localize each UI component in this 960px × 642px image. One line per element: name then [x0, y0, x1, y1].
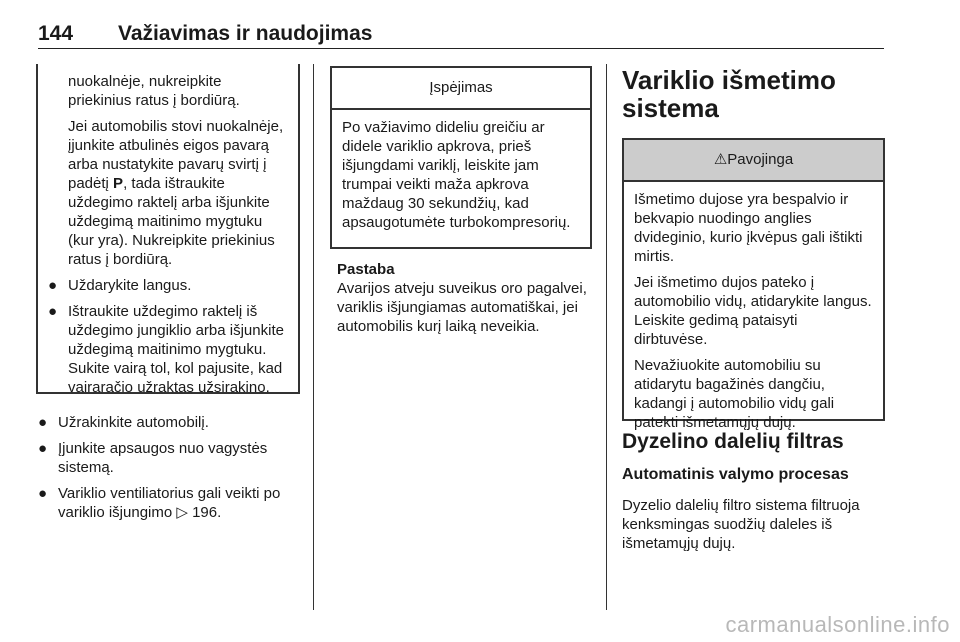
- danger-paragraph: Nevažiuokite automobiliu su atidarytu bagažinės dangčiu, kadangi į automobilio vidų gali patekti išmetamųjų dujų.: [634, 357, 835, 431]
- list-item: [38, 413, 300, 432]
- list-item-text: Ištraukite uždegimo raktelį iš uždegimo jungiklio arba išjunkite uždegimą maitinimo mygtuku. Sukite vairą tol, kol pajusite, kad vairaračio užraktas užsirakino.: [68, 303, 284, 396]
- column-divider-2: [606, 64, 607, 610]
- bullet-icon: ●: [38, 485, 48, 502]
- list-item-text: Įjunkite apsaugos nuo vagystės sistemą.: [58, 440, 268, 476]
- subsection-title: Automatinis valymo procesas: [622, 466, 849, 483]
- box-paragraph-2-part-a: Jei automobilis stovi nuokalnėje, įjunkite atbulinės eigos pavarą arba nustatykite pavarų svirtį į padėtį: [68, 118, 284, 192]
- parking-instructions-box: [36, 64, 300, 394]
- list-item: [38, 439, 300, 477]
- page-number: 144: [38, 22, 74, 45]
- note-title: Pastaba: [337, 261, 395, 278]
- warning-text: Po važiavimo dideliu greičiu ar didele variklio apkrova, prieš išjungdami variklį, leiskite jam trumpai veikti maža apkrova maždaug 30 sekundžių, kad apsaugotumėte turbokompresorių.: [342, 119, 571, 231]
- danger-paragraph: Jei išmetimo dujos pateko į automobilio vidų, atidarykite langus. Leiskite gedimą pataisyti dirbtuvėse.: [634, 274, 872, 348]
- warning-title: Įspėjimas: [332, 68, 590, 110]
- box-paragraph-1: nuokalnėje, nukreipkite priekinius ratus į bordiūrą.: [68, 73, 240, 109]
- page-reference-icon: ▷: [176, 504, 188, 521]
- section-title: Variklio išmetimo sistema: [622, 65, 836, 123]
- list-item: [38, 484, 300, 522]
- warning-triangle-icon: ⚠: [713, 151, 728, 168]
- bullet-icon: ●: [48, 277, 58, 294]
- box-paragraph-2-part-b: , tada ištraukite uždegimo raktelį arba išjunkite uždegimą maitinimo mygtuku (kur yra). Nukreipkite priekinius ratus į bordiūrą.: [68, 175, 275, 268]
- danger-body: [624, 182, 883, 447]
- bullet-icon: ●: [48, 303, 58, 320]
- page-reference-number: 196.: [187, 504, 222, 521]
- danger-paragraph: Išmetimo dujose yra bespalvio ir bekvapio nuodingo anglies dvideginio, kurio įkvėpus gali ištikti mirtis.: [634, 191, 863, 265]
- danger-title: Pavojinga: [727, 151, 794, 168]
- danger-header: [624, 140, 883, 182]
- list-item: [48, 302, 288, 397]
- page-header: [38, 22, 884, 49]
- list-item-text: [58, 484, 300, 522]
- list-item-text: Uždarykite langus.: [68, 277, 192, 294]
- bullet-icon: ●: [38, 414, 48, 431]
- list-item-text: Užrakinkite automobilį.: [58, 414, 209, 431]
- column-1-list: [38, 413, 300, 529]
- list-item: [48, 276, 288, 295]
- column-divider-1: [313, 64, 314, 610]
- gear-position-p: P: [113, 175, 124, 192]
- warning-box: [330, 66, 592, 249]
- box-paragraph-2: [68, 117, 288, 269]
- note-text: Avarijos atveju suveikus oro pagalvei, variklis išjungiamas automatiškai, jei automobilis kurį laiką neveikia.: [337, 280, 587, 335]
- watermark: carmanualsonline.info: [725, 612, 950, 637]
- section2-title: Dyzelino dalelių filtras: [622, 430, 844, 453]
- body-text: Dyzelio dalelių filtro sistema filtruoja kenksmingas suodžių daleles iš išmetamųjų dujų.: [622, 497, 860, 552]
- chapter-title: Važiavimas ir naudojimas: [118, 22, 373, 45]
- danger-box: [622, 138, 885, 431]
- note-block: [337, 260, 592, 336]
- bullet-icon: ●: [38, 440, 48, 457]
- bullet3-text: Variklio ventiliatorius gali veikti po variklio išjungimo: [58, 485, 281, 521]
